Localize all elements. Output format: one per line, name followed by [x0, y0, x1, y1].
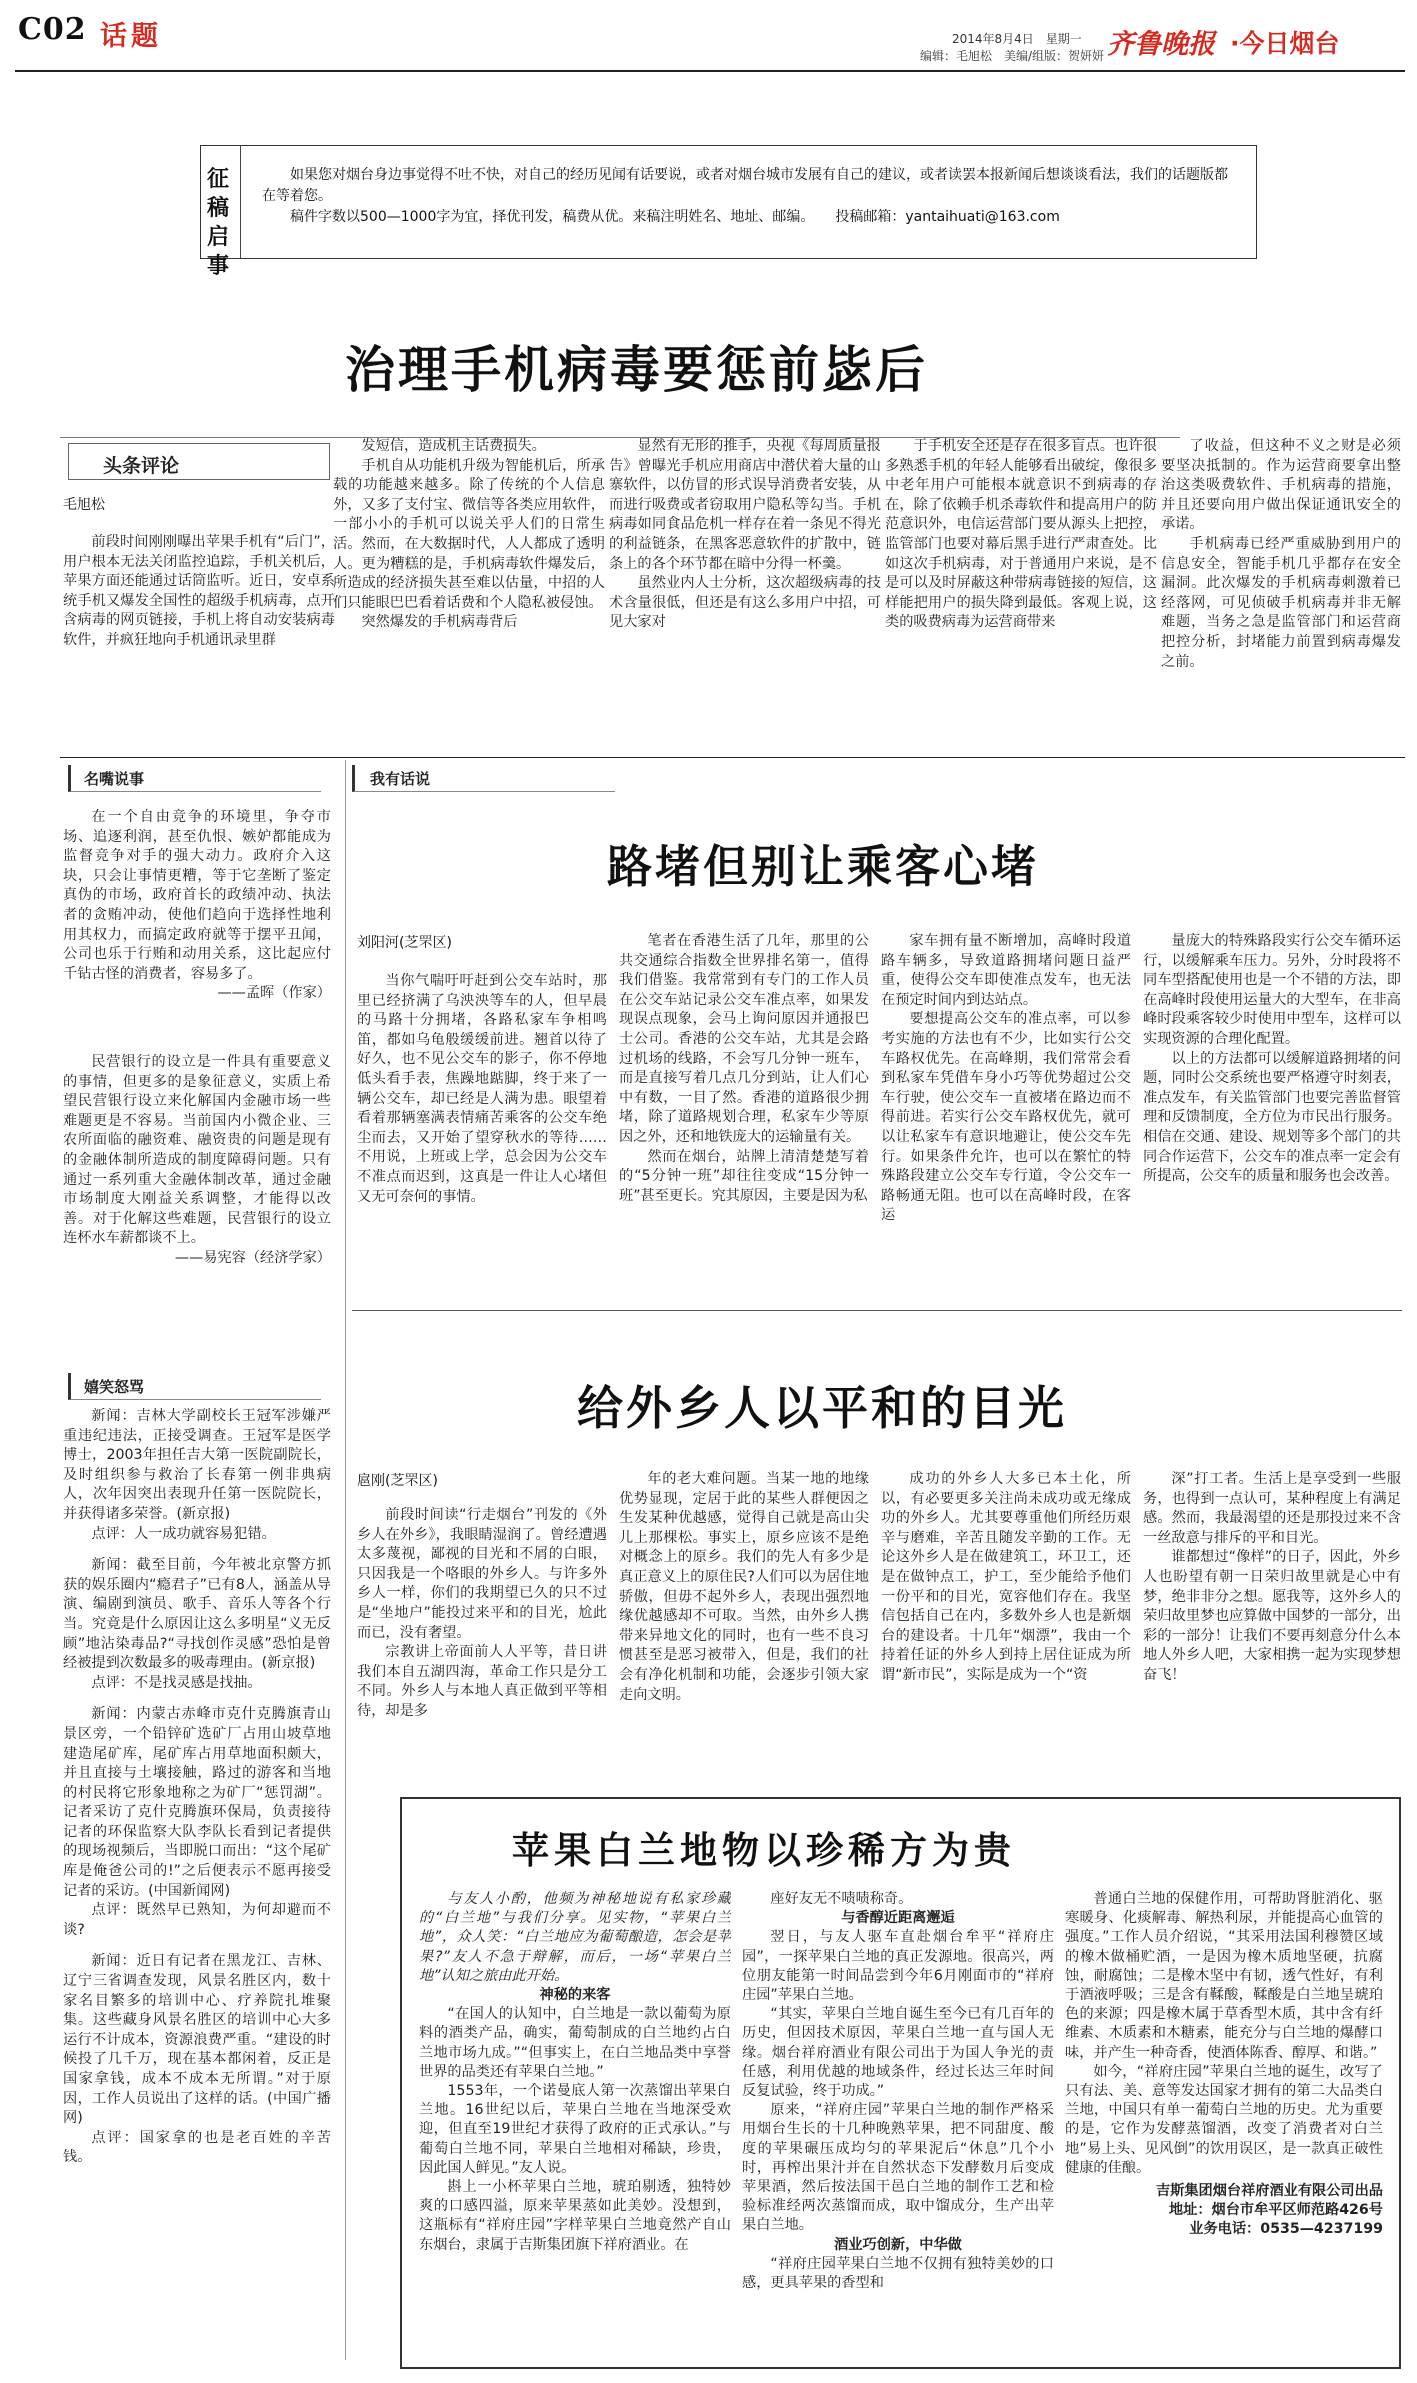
ad-col-3 — [1065, 1890, 1383, 2355]
notice-divider — [240, 145, 241, 259]
section-separator — [60, 757, 1405, 758]
article1-paragraph: 了收益，但这种不义之财是必须要坚决抵制的。作为运营商要拿出整治这类吸费软件、手机病毒的措施，并且还要向用户做出保证通讯安全的承诺。 — [1161, 438, 1401, 533]
sidebar-paragraph: 在一个自由竞争的环境里，争夺市场、追逐利润，甚至仇恨、嫉妒都能成为监督竞争对手的强大动力。政府介入这块，只会让事情更糟，等于它垄断了鉴定真伪的市场，政府首长的政绩冲动、执法者的贪贿冲动，使他们趋向于选择性地利用其权力，而搞定政府就等于摆平丑闻，公司也乐于行贿和动用关系，这比起应付千钻古怪的消费者，容易多了。 — [63, 809, 331, 982]
article1-paragraph: 前段时间刚刚曝出苹果手机有“后门”，用户根本无法关闭监控追踪，手机关机后，苹果方面还能通过话筒监听。近日，安卓系统手机又爆发全国性的超级手机病毒，点开含病毒的网页链接，手机上将自动安装病毒软件，并疯狂地向手机通讯录里群 — [63, 534, 335, 648]
article2-title: 路堵但别让乘客心堵 — [607, 840, 1040, 893]
ad-paragraph: 如今，“祥府庄园”苹果白兰地的诞生，改写了只有法、美、意等发达国家才拥有的第二大品类白兰地，中国只有单一葡萄白兰地的历史。尤为重要的是，它作为发酵蒸馏酒，改变了消费者对白兰地”易上头、见风倒”的饮用误区，是一款真正破性健康的佳酿。 — [1065, 2063, 1383, 2176]
article3-col-2 — [619, 1470, 869, 1781]
ad-address: 地址：烟台市牟平区师范路426号 — [1168, 2202, 1383, 2219]
ad-col-1 — [419, 1890, 731, 2355]
notice-line-2 — [262, 207, 1232, 228]
ad-company: 吉斯集团烟台祥府酒业有限公司出品 — [1155, 2183, 1383, 2200]
article2-bottom-rule — [352, 1310, 1402, 1311]
article3-paragraph: 深”打工者。生活上是享受到一些服务，也得到一点认可，某种程度上有满足感。然而，我最渴望的还是那投过来不含一丝敌意与排斥的平和目光。 — [1143, 1471, 1401, 1546]
notice-text — [262, 165, 1232, 228]
notice-label: 征稿启事 — [206, 167, 229, 279]
article3-paragraph: 谁都想过“像样”的日子，因此，外乡人也盼望有朝一日荣归故里就是心中有梦，绝非非分之想。愿我等，这外乡人的荣归故里梦也应算做中国梦的一部分，出彩的一部分！让我们不要再刻意分什么本地人外乡人吧，大家相携一起为实现梦想奋飞！ — [1143, 1549, 1401, 1683]
article2-col-2 — [619, 932, 869, 1302]
article2-paragraph: 当你气喘吁吁赶到公交车站时，那里已经挤满了乌泱泱等车的人，但早晨的马路十分拥堵，各路私家车争相鸣笛，都如乌龟般缓缓前进。翘首以待了好久，也不见公交车的影子，你不停地低头看手表，焦躁地踮脚，终于来了一辆公交车，却已经是人满为患。眼望着看着那辆塞满表情痛苦乘客的公交车绝尘而去，又开始了望穿秋水的等待……不用说，上班或上学，总会因为公交车不准点而迟到，这真是一件让人心堵但又无可奈何的事情。 — [357, 973, 607, 1205]
sidebar-label-1: 名嘴说事 — [84, 770, 145, 788]
header-rule — [15, 70, 1405, 72]
article2-paragraph: 笔者在香港生活了几年，那里的公共交通综合指数全世界排名第一，值得我们借鉴。我常常到有专门的工作人员在公交车站记录公交车准点率，如果发现误点现象，会马上询问原因并通报巴士公司。香港的公交车站，尤其是会路过机场的线路，不会写几分钟一班车，而是直接写着几点几分到站，让人们心中有数，一目了然。香港的道路很少拥堵，除了道路规划合理，私家车少等原因之外，还和地铁庞大的运输量有关。 — [619, 933, 869, 1145]
article1-col-1 — [63, 533, 335, 733]
ad-paragraph: 斟上一小杯苹果白兰地，琥珀剔透，独特妙爽的口感四溢，原来苹果蒸如此美妙。没想到，这瓶标有“祥府庄园”字样苹果白兰地竟然产自山东烟台，隶属于吉斯集团旗下祥府酒业。在 — [419, 2179, 731, 2253]
sidebar-divider — [345, 760, 346, 2360]
article2-paragraph: 然而在烟台，站牌上清清楚楚写着的“5分钟一班”却往往变成“15分钟一班”甚至更长。究其原因，主要是因为私 — [619, 1148, 869, 1204]
ad-title: 苹果白兰地物以珍稀方为贵 — [512, 1828, 1016, 1872]
article1-col-3 — [609, 437, 881, 733]
article1-paragraph: 手机病毒已经严重威胁到用户的信息安全，智能手机几乎都存在安全漏洞。此次爆发的手机病毒刺激着已经落网，可见侦破手机病毒并非无解难题，当务之急是监管部门和运营商把控分析，封堵能力前置到病毒爆发之前。 — [1161, 535, 1401, 670]
article2-paragraph: 要想提高公交车的准点率，可以参考实施的方法也有不少，比如实行公交车路权优先。在高峰期，我们常常会看到私家车凭借车身小巧等优势超过公交车行驶，使公交车一直被堵在路边而不得前进。若实行公交车路权优先，就可以让私家车有意识地避让，使公交车先行。如果条件允许，也可以在繁忙的特殊路段建立公交车专行道，令公交车一路畅通无阻。也可以在高峰时段，在客运 — [881, 1011, 1131, 1224]
page-code: C02 — [18, 12, 87, 47]
sidebar-quote-2 — [63, 1053, 331, 1358]
article1-byline: 毛旭松 — [63, 497, 105, 513]
ad-col-2 — [742, 1890, 1054, 2355]
article1-col-2 — [333, 437, 605, 733]
article1-title: 治理手机病毒要惩前毖后 — [345, 340, 928, 399]
article3-col-3 — [881, 1470, 1131, 1781]
article3-byline: 扈刚(芝罘区) — [357, 1473, 438, 1489]
article2-byline: 刘阳河(芝罘区) — [357, 935, 452, 951]
news-item: 新闻：近日有记者在黑龙江、吉林、辽宁三省调查发现，风景名胜区内，数十家名目繁多的培训中心、疗养院扎堆聚集。这些藏身风景名胜区的培训中心大多运行不计成本，资源浪费严重。“建设的时候投了几千万，现在基本都闲着，反正是国家拿钱，成本不成本无所谓。”对于原因，工作人员说出了这样的话。(中国广播网) — [63, 1953, 331, 2127]
news-comment: 点评：人一成功就容易犯错。 — [91, 1525, 276, 1542]
article1-paragraph: 虽然业内人士分析，这次超级病毒的技术含量很低，但还是有这么多用户中招，可见大家对 — [609, 575, 881, 631]
article1-label: 头条评论 — [103, 455, 180, 477]
news-item: 新闻：截至目前，今年被北京警方抓获的娱乐圈内“瘾君子”已有8人，涵盖从导演、编剧到演员、歌手、音乐人等各个行当。究竟是什么原因让这么多明星“义无反顾”地沾染毒品?“寻找创作灵感”恐怕是曾经被提到次数最多的吸毒理由。(新京报) — [63, 1557, 331, 1672]
article2-col-3 — [881, 932, 1131, 1302]
edition-name: ·今日烟台 — [1230, 29, 1340, 58]
ad-paragraph: “在国人的认知中，白兰地是一款以葡萄为原料的酒类产品，确实，葡萄制成的白兰地约占白兰地市场九成。”“但事实上，在白兰地品类中享誉世界的品类还有苹果白兰地。” — [419, 2006, 731, 2080]
sidebar-quote-1 — [63, 808, 331, 1038]
article1-paragraph: 发短信，造成机主话费损失。 — [361, 438, 546, 454]
newspaper-logo: 齐鲁晚报 — [1107, 29, 1215, 60]
article2-paragraph: 家车拥有量不断增加，高峰时段道路车辆多，导致道路拥堵问题日益严重，使得公交车即使准点发车，也无法在预定时间内到达站点。 — [881, 933, 1131, 1008]
editors-line: 编辑：毛旭松 美编/组版：贺妍妍 — [920, 49, 1105, 63]
ad-subheading: 与香醇近距离邂逅 — [841, 1910, 955, 1927]
article3-paragraph: 成功的外乡人大多已本土化，所以，有必要更多关注尚未成功或无缘成功的外乡人。尤其要尊重他们所经历艰辛与磨难，辛苦且随发辛勤的工作。无论这外乡人是在做建筑工，环卫工，还是在做钟点工，护工，至少能给予他们一份平和的目光，宽容他们存在。我坚信包括自己在内，多数外乡人也是新烟台的建设者。十几年“烟漂”，我由一个持着任证的外乡人到持上居住证成为所谓“新市民”，实际是成为一个“资 — [881, 1471, 1131, 1683]
ad-paragraph: 翌日，与友人驱车直赴烟台牟平“祥府庄园”，一探苹果白兰地的真正发源地。很高兴，两位朋友能第一时间品尝到今年6月刚面市的“祥府庄园”苹果白兰地。 — [742, 1929, 1054, 2004]
sidebar-attribution: ——易宪容（经济学家） — [174, 1249, 331, 1266]
news-comment: 点评：既然早已熟知，为何却避而不谈? — [63, 1902, 331, 1938]
article3-paragraph: 年的老大难问题。当某一地的地缘优势显现，定居于此的某些人群便因之生发某种优越感，觉得自己就是高山尖儿上那棵松。事实上，原乡应该不是绝对概念上的原乡。我们的先人有多少是真正意义上的原住民?人们可以为居住地骄傲，但毋不起外乡人，表现出强烈地缘优越感却不可取。当然，由外乡人携带来异地文化的同时，也有一些不良习惯甚至是恶习被带入，但是，我们的社会有净化机制和功能，会逐步引领大家走向文明。 — [619, 1471, 869, 1703]
ad-paragraph: 原来，“祥府庄园”苹果白兰地的制作严格采用烟台生长的十几种晚熟苹果，把不同甜度、酸度的苹果碾压成均匀的苹果泥后“休息”几个小时，再榨出果汁并在自然状态下发酵数月后变成苹果酒，然后按法国干邑白兰地的制作工艺和检验标准经两次蒸馏而成，取中馏成分，生产出苹果白兰地。 — [742, 2102, 1054, 2234]
article2-paragraph: 以上的方法都可以缓解道路拥堵的问题，同时公交系统也要严格遵守时刻表，准点发车，有关监管部门也要完善监督管理和反馈制度，全方位为市民出行服务。相信在交通、建设、规划等多个部门的共同合作运营下，公交车的准点率一定会有所提高，公交车的质量和服务也会改善。 — [1143, 1050, 1401, 1185]
article2-col-1 — [357, 972, 607, 1302]
ad-paragraph: 1553年，一个诺曼底人第一次蒸馏出苹果白兰地。16世纪以后，苹果白兰地在当地深受欢迎，但直至19世纪才获得了政府的正式承认。”与葡萄白兰地不同，苹果白兰地相对稀缺，珍贵，因此国人鲜见。”友人说。 — [419, 2083, 731, 2176]
article3-col-1 — [357, 1506, 607, 1781]
article1-col-4 — [885, 437, 1157, 733]
notice-rules: 稿件字数以500—1000字为宜，择优刊发，稿费从优。来稿注明姓名、地址、邮编。 — [290, 209, 808, 225]
article1-paragraph: 于手机安全还是存在很多盲点。也许很多熟悉手机的年轻人能够看出破绽，像很多中老年用户可能根本就意识不到病毒的存在，除了依赖手机杀毒软件和提高用户的防范意识外，电信运营部门要从源头上把控，监管部门也要对幕后黑手进行严肃查处。比如这次手机病毒，对于普通用户来说，是不是可以及时屏蔽这种带病毒链接的短信，这样能把用户的损失降到最低。客观上说，这类的吸费病毒为运营商带来 — [885, 438, 1157, 631]
article3-col-4 — [1143, 1470, 1401, 1781]
notice-email: 投稿邮箱：yantaihuati@163.com — [835, 209, 1060, 225]
article1-paragraph: 显然有无形的推手，央视《每周质量报告》曾曝光手机应用商店中潜伏着大量的山寨软件，以仿冒的形式误导消费者安装，从而进行吸费或者窃取用户隐私等勾当。手机病毒如同食品危机一样存在着一条见不得光的利益链条，在黑客恶意软件的扩散中，链条上的各个环节都在暗中分得一杯羹。 — [609, 438, 881, 572]
article1-paragraph: 突然爆发的手机病毒背后 — [361, 614, 518, 631]
article1-col-5 — [1161, 437, 1401, 733]
article3-title: 给外乡人以平和的目光 — [577, 1381, 1067, 1435]
ad-paragraph: “其实，苹果白兰地自诞生至今已有几百年的历史，但因技术原因，苹果白兰地一直与国人无缘。烟台祥府酒业有限公司出于为国人争光的责任感，利用优越的地域条件，经过长达三年时间反复试验，终于功成。” — [742, 2006, 1054, 2100]
article3-paragraph: 前段时间读“行走烟台”刊发的《外乡人在外乡》，我眼睛湿润了。曾经遭遇太多蔑视，鄙视的目光和不屑的白眼，只因我是一个咯眼的外乡人。与许多外乡人一样，你们的我期望已久的只不过是“坐地户”能投过来平和的目光，尬此而已，没有奢望。 — [357, 1507, 607, 1641]
sidebar-paragraph: 民营银行的设立是一件具有重要意义的事情，但更多的是象征意义，实质上希望民营银行设立来化解国内金融市场一些难题更是不容易。当前国内小微企业、三农所面临的融资难、融资贵的问题是现有的金融体制所造成的制度障碍问题。只有通过一系列重大金融体制改革，通过金融市场制度大刚益关系调整，才能得以改善。对于化解这些难题，民营银行的设立连杯水车薪都谈不上。 — [63, 1054, 331, 1247]
ad-phone: 业务电话：0535—4237199 — [1189, 2221, 1383, 2238]
news-item: 新闻：内蒙古赤峰市克什克腾旗青山景区旁，一个铅锌矿选矿厂占用山坡草地建造尾矿库，尾矿库占用草地面积颇大，并且直接与土壤接触，路过的游客和当地的村民将它形象地称之为矿厂“惩罚湖”。记者采访了克什克腾旗环保局，负责接待记者的环保监察大队李队长看到记者提供的现场视频后，当即脱口而出：“这个尾矿库是俺爸公司的!”之后便表示不愿再接受记者的采访。(中国新闻网) — [63, 1706, 331, 1899]
sidebar-attribution: ——孟晖（作家） — [217, 985, 331, 1002]
article2-label: 我有话说 — [370, 770, 431, 788]
news-comment: 点评：不是找灵感是找抽。 — [91, 1674, 262, 1691]
ad-subheading: 酒业巧创新，中华做 — [834, 2236, 962, 2253]
sidebar-news-list — [63, 1407, 331, 2367]
ad-paragraph: 普通白兰地的保健作用，可帮助肾脏消化、驱寒暖身、化痰解毒、解热利尿，并能提高心血管的强度。”工作人员介绍说，“其采用法国利穆赞区域的橡木做桶贮酒，一是因为橡木质地坚硬，抗腐蚀，耐腐蚀；二是橡木坚中有韧，透气性好，有利于酒液呼吸；三是含有鞣酸，鞣酸是白兰地呈琥珀色的来源；四是橡木属于草香型木质，其中含有纤维素、木质素和木糖素，能充分与白兰地的爆酵口味，并产生一种奇香，使酒体陈香、醇厚、和谐。” — [1065, 1891, 1383, 2061]
news-item: 新闻：吉林大学副校长王冠军涉嫌严重违纪违法，正接受调查。王冠军是医学博士，2003年担任吉大第一医院副院长，及时组织参与救治了长春第一例非典病人，次年因突出表现升任第一医院院长，并获得诸多荣誉。(新京报) — [63, 1408, 331, 1522]
notice-line-1: 如果您对烟台身边事觉得不吐不快，对自己的经历见闻有话要说，或者对烟台城市发展有自己的建议，或者读罢本报新闻后想谈谈看法，我们的话题版都在等着您。 — [262, 167, 1228, 204]
news-comment: 点评：国家拿的也是老百姓的辛苦钱。 — [63, 2129, 331, 2166]
ad-lead: 与友人小酌，他频为神秘地说有私家珍藏的“白兰地”与我们分享。见实物，“苹果白兰地”，众人笑：“白兰地应为葡萄酿造，怎会是苹果?”友人不急于辩解，而后，一场“苹果白兰地”认知之旅由此开始。 — [419, 1891, 731, 1984]
article2-col-4 — [1143, 932, 1401, 1302]
article3-paragraph: 宗教讲上帝面前人人平等，昔日讲我们本自五湖四海，革命工作只是分工不同。外乡人与本地人真正做到平等相待，却是多 — [357, 1644, 607, 1719]
article2-paragraph: 量庞大的特殊路段实行公交车循环运行，以缓解乘车压力。另外，分时段将不同车型搭配使用也是一个不错的方法，即在高峰时段使用运量大的大型车，在非高峰时段乘客较少时使用中型车，这样可以实现资源的合理化配置。 — [1143, 933, 1401, 1047]
sidebar-label-2: 嬉笑怒骂 — [84, 1378, 145, 1396]
ad-subheading: 神秘的来客 — [539, 1987, 611, 2004]
section-name: 话题 — [100, 21, 162, 52]
date-line: 2014年8月4日 星期一 — [952, 32, 1082, 46]
ad-paragraph: “祥府庄园苹果白兰地不仅拥有独特美妙的口感，更具苹果的香型和 — [742, 2255, 1054, 2292]
ad-paragraph: 座好友无不啧啧称奇。 — [770, 1891, 913, 1907]
article1-paragraph: 手机自从功能机升级为智能机后，所承载的功能越来越多。除了传统的个人信息外，又多了支付宝、微信等各类应用软件，一部小小的手机可以说关乎人们的日常生活。然而，在大数据时代，人人都成了透明人。更为糟糕的是，手机病毒软件爆发后，所造成的经济损失甚至难以估量，中招的人们只能眼巴巴看着话费和个人隐私被侵蚀。 — [333, 457, 605, 611]
